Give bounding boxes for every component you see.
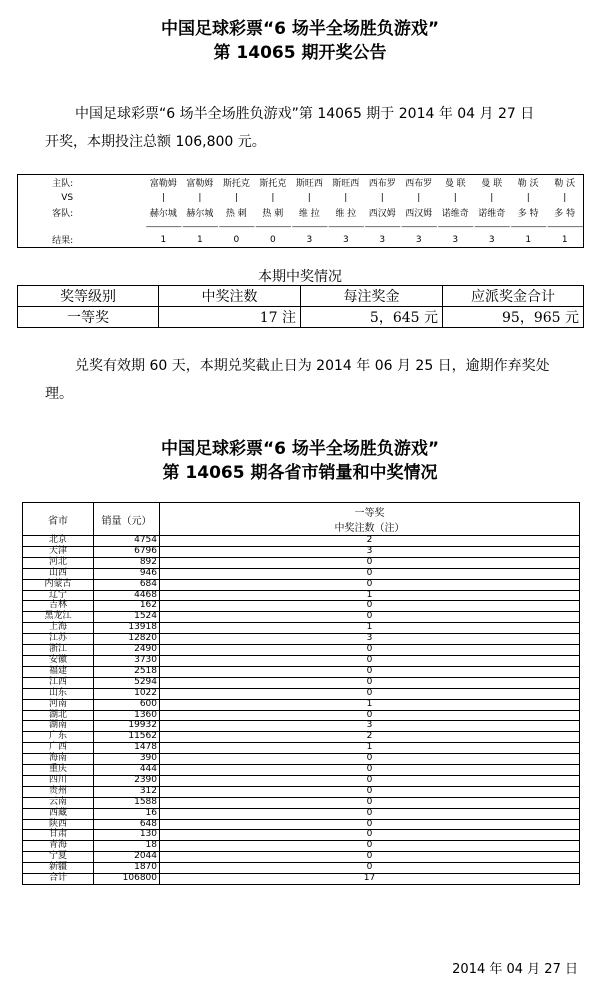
- table-row: [23, 775, 580, 786]
- province-sales: 16: [94, 808, 160, 819]
- col-prize-top: 一等奖: [354, 508, 385, 519]
- table-row: [23, 688, 580, 699]
- province-name: 西藏: [23, 808, 94, 819]
- province-sales: 2518: [94, 666, 160, 677]
- team-vs: |: [453, 192, 457, 203]
- match-result: 3: [415, 234, 422, 245]
- province-count: 0: [160, 830, 580, 841]
- province-name: 天津: [23, 546, 94, 557]
- match-result: 3: [488, 234, 495, 245]
- province-name: 云南: [23, 797, 94, 808]
- province-name: 北京: [23, 536, 94, 547]
- away-row: [18, 205, 584, 220]
- province-count: 0: [160, 710, 580, 721]
- province-sales: 600: [94, 699, 160, 710]
- award-header-count: 中奖注数: [159, 286, 301, 307]
- intro-line-2: 开奖，本期投注总额 106,800 元。: [45, 134, 266, 150]
- province-count: 3: [160, 721, 580, 732]
- province-sales: 1360: [94, 710, 160, 721]
- province-name: 江苏: [23, 634, 94, 645]
- province-count: 0: [160, 655, 580, 666]
- province-sales: 106800: [94, 874, 160, 885]
- province-sales: 1870: [94, 863, 160, 874]
- province-sales: 1588: [94, 797, 160, 808]
- team-home: 斯托克: [259, 179, 287, 189]
- award-total: 95，965 元: [443, 307, 584, 328]
- province-count: 0: [160, 754, 580, 765]
- intro-paragraph: [45, 100, 585, 156]
- province-count: 0: [160, 645, 580, 656]
- table-row: [23, 754, 580, 765]
- province-sales: 2390: [94, 775, 160, 786]
- team-dash: —————: [182, 221, 218, 231]
- team-away: 西汉姆: [368, 209, 396, 219]
- award-row: [18, 307, 584, 328]
- notice-line-1: 兑奖有效期 60 天，本期兑奖截止日为 2014 年 06 月 25 日，逾期作弃奖处: [75, 358, 550, 374]
- province-count: 0: [160, 797, 580, 808]
- match-result: 3: [342, 234, 349, 245]
- col-prize: [160, 503, 580, 536]
- table-row: [23, 699, 580, 710]
- province-sales: 1022: [94, 688, 160, 699]
- province-name: 上海: [23, 623, 94, 634]
- team-vs: |: [161, 192, 165, 203]
- province-sales: 11562: [94, 732, 160, 743]
- table-row: [23, 579, 580, 590]
- table-row: [23, 612, 580, 623]
- province-count: 0: [160, 819, 580, 830]
- province-table: [22, 502, 580, 885]
- team-home: 富勒姆: [186, 179, 214, 189]
- team-vs: |: [526, 192, 530, 203]
- vs-row: [18, 190, 584, 205]
- team-home: 曼 联: [481, 179, 503, 189]
- province-name: 山西: [23, 568, 94, 579]
- province-name: 内蒙古: [23, 579, 94, 590]
- col-prize-sub: 中奖注数（注）: [334, 523, 405, 534]
- province-sales: 892: [94, 557, 160, 568]
- announcement-title: 中国足球彩票“6 场半全场胜负游戏”: [160, 19, 440, 39]
- province-sales: 6796: [94, 546, 160, 557]
- province-count: 1: [160, 590, 580, 601]
- notice-line-2: 理。: [45, 386, 73, 402]
- province-count: 0: [160, 765, 580, 776]
- home-label: 主队:: [52, 179, 74, 189]
- table-row: [23, 623, 580, 634]
- province-name: 青海: [23, 841, 94, 852]
- team-home: 斯旺西: [295, 179, 323, 189]
- province-count: 2: [160, 536, 580, 547]
- section2-subtitle: 第 14065 期各省市销量和中奖情况: [162, 463, 438, 483]
- team-away: 热 刺: [225, 209, 247, 219]
- province-sales: 444: [94, 765, 160, 776]
- team-vs: |: [307, 192, 311, 203]
- away-label: 客队:: [52, 209, 74, 219]
- team-dash: —————: [510, 221, 546, 231]
- table-row: [23, 841, 580, 852]
- notice-paragraph: [45, 352, 585, 408]
- province-sales: 648: [94, 819, 160, 830]
- match-result: 0: [233, 234, 240, 245]
- team-vs: |: [417, 192, 421, 203]
- award-level: 一等奖: [18, 307, 159, 328]
- home-row: [18, 175, 584, 191]
- team-home: 斯托克: [222, 179, 250, 189]
- team-home: 曼 联: [444, 179, 466, 189]
- table-row: [23, 568, 580, 579]
- col-sales: 销量（元）: [94, 503, 160, 536]
- province-sales: 312: [94, 786, 160, 797]
- team-away: 赫尔城: [149, 209, 177, 219]
- province-name: 甘肃: [23, 830, 94, 841]
- province-count: 0: [160, 841, 580, 852]
- province-count: 3: [160, 634, 580, 645]
- team-away: 赫尔城: [186, 209, 214, 219]
- team-vs: |: [563, 192, 567, 203]
- table-row: [23, 765, 580, 776]
- match-result: 1: [525, 234, 532, 245]
- team-home: 西布罗: [368, 179, 396, 189]
- table-row: [23, 634, 580, 645]
- team-home: 富勒姆: [149, 179, 177, 189]
- team-home: 勒 沃: [517, 179, 539, 189]
- province-name: 黑龙江: [23, 612, 94, 623]
- team-dash: —————: [328, 221, 364, 231]
- province-name: 浙江: [23, 645, 94, 656]
- province-name: 海南: [23, 754, 94, 765]
- province-count: 17: [160, 874, 580, 885]
- table-row: [23, 557, 580, 568]
- award-table: [17, 285, 584, 328]
- team-dash: —————: [218, 221, 254, 231]
- team-dash: —————: [255, 221, 291, 231]
- province-count: 0: [160, 677, 580, 688]
- match-result: 1: [561, 234, 568, 245]
- team-dash: —————: [364, 221, 400, 231]
- table-row: [23, 645, 580, 656]
- province-sales: 946: [94, 568, 160, 579]
- province-sales: 684: [94, 579, 160, 590]
- team-away: 热 刺: [262, 209, 284, 219]
- table-row: [23, 830, 580, 841]
- province-sales: 4754: [94, 536, 160, 547]
- table-row: [23, 874, 580, 885]
- table-row: [23, 797, 580, 808]
- province-name: 合计: [23, 874, 94, 885]
- province-name: 湖北: [23, 710, 94, 721]
- province-name: 宁夏: [23, 852, 94, 863]
- province-count: 0: [160, 612, 580, 623]
- province-name: 广西: [23, 743, 94, 754]
- team-away: 维 拉: [335, 209, 357, 219]
- province-sales: 18: [94, 841, 160, 852]
- province-name: 福建: [23, 666, 94, 677]
- province-sales: 13918: [94, 623, 160, 634]
- province-name: 广东: [23, 732, 94, 743]
- vs-label: VS: [61, 192, 74, 203]
- team-vs: |: [271, 192, 275, 203]
- province-sales: 3730: [94, 655, 160, 666]
- province-sales: 12820: [94, 634, 160, 645]
- award-count: 17 注: [159, 307, 301, 328]
- province-name: 湖南: [23, 721, 94, 732]
- province-count: 0: [160, 786, 580, 797]
- province-name: 新疆: [23, 863, 94, 874]
- province-header-row: [23, 503, 580, 536]
- match-result: 3: [452, 234, 459, 245]
- province-count: 0: [160, 579, 580, 590]
- province-sales: 19932: [94, 721, 160, 732]
- table-row: [23, 819, 580, 830]
- team-dash: —————: [145, 221, 181, 231]
- result-row: [18, 232, 584, 248]
- team-vs: |: [380, 192, 384, 203]
- table-row: [23, 666, 580, 677]
- team-home: 勒 沃: [554, 179, 576, 189]
- province-name: 江西: [23, 677, 94, 688]
- province-count: 0: [160, 557, 580, 568]
- province-name: 安徽: [23, 655, 94, 666]
- province-name: 辽宁: [23, 590, 94, 601]
- province-count: 0: [160, 808, 580, 819]
- province-name: 山东: [23, 688, 94, 699]
- table-row: [23, 546, 580, 557]
- match-table: [17, 174, 584, 248]
- province-count: 3: [160, 546, 580, 557]
- province-name: 重庆: [23, 765, 94, 776]
- table-row: [23, 732, 580, 743]
- dash-row: [18, 220, 584, 232]
- province-count: 0: [160, 666, 580, 677]
- match-result: 0: [269, 234, 276, 245]
- team-away: 诺维奇: [441, 209, 469, 219]
- province-count: 1: [160, 743, 580, 754]
- province-count: 0: [160, 688, 580, 699]
- table-row: [23, 721, 580, 732]
- match-result: 3: [379, 234, 386, 245]
- province-name: 四川: [23, 775, 94, 786]
- team-away: 西汉姆: [405, 209, 433, 219]
- table-row: [23, 677, 580, 688]
- team-away: 诺维奇: [478, 209, 506, 219]
- table-row: [23, 743, 580, 754]
- province-count: 0: [160, 775, 580, 786]
- province-count: 0: [160, 863, 580, 874]
- team-dash: —————: [401, 221, 437, 231]
- province-sales: 390: [94, 754, 160, 765]
- province-sales: 130: [94, 830, 160, 841]
- result-label: 结果:: [52, 236, 74, 246]
- province-count: 1: [160, 699, 580, 710]
- team-dash: —————: [547, 221, 583, 231]
- award-header-row: [18, 286, 584, 307]
- province-sales: 2490: [94, 645, 160, 656]
- team-dash: —————: [437, 221, 473, 231]
- award-header-prize: 每注奖金: [301, 286, 443, 307]
- team-away: 维 拉: [298, 209, 320, 219]
- province-name: 吉林: [23, 601, 94, 612]
- table-row: [23, 710, 580, 721]
- table-row: [23, 590, 580, 601]
- team-away: 多 特: [554, 209, 576, 219]
- province-count: 1: [160, 623, 580, 634]
- province-sales: 2044: [94, 852, 160, 863]
- table-row: [23, 852, 580, 863]
- award-header-total: 应派奖金合计: [443, 286, 584, 307]
- table-row: [23, 601, 580, 612]
- team-vs: |: [490, 192, 494, 203]
- section2-title: 中国足球彩票“6 场半全场胜负游戏”: [160, 439, 440, 459]
- intro-line-1: 中国足球彩票“6 场半全场胜负游戏”第 14065 期于 2014 年 04 月 27 日: [75, 106, 535, 122]
- dash-label: [18, 220, 146, 232]
- team-home: 斯旺西: [332, 179, 360, 189]
- footer-date: 2014 年 04 月 27 日: [452, 962, 578, 977]
- table-row: [23, 655, 580, 666]
- province-count: 0: [160, 601, 580, 612]
- province-sales: 5294: [94, 677, 160, 688]
- team-vs: |: [344, 192, 348, 203]
- province-count: 0: [160, 568, 580, 579]
- province-name: 贵州: [23, 786, 94, 797]
- table-row: [23, 786, 580, 797]
- team-vs: |: [234, 192, 238, 203]
- province-count: 2: [160, 732, 580, 743]
- province-sales: 4468: [94, 590, 160, 601]
- match-result: 1: [197, 234, 203, 245]
- team-away: 多 特: [517, 209, 539, 219]
- award-title: 本期中奖情况: [258, 269, 342, 285]
- province-sales: 162: [94, 601, 160, 612]
- award-prize: 5，645 元: [301, 307, 443, 328]
- team-dash: —————: [474, 221, 510, 231]
- match-result: 3: [306, 234, 313, 245]
- team-home: 西布罗: [405, 179, 433, 189]
- province-name: 河北: [23, 557, 94, 568]
- award-header-level: 奖等级别: [18, 286, 159, 307]
- province-sales: 1478: [94, 743, 160, 754]
- team-vs: |: [198, 192, 202, 203]
- match-result: 1: [160, 234, 167, 245]
- province-sales: 1524: [94, 612, 160, 623]
- announcement-subtitle: 第 14065 期开奖公告: [213, 43, 387, 63]
- province-name: 陕西: [23, 819, 94, 830]
- team-dash: —————: [291, 221, 327, 231]
- table-row: [23, 536, 580, 547]
- province-name: 河南: [23, 699, 94, 710]
- col-province: 省市: [23, 503, 94, 536]
- province-count: 0: [160, 852, 580, 863]
- table-row: [23, 863, 580, 874]
- table-row: [23, 808, 580, 819]
